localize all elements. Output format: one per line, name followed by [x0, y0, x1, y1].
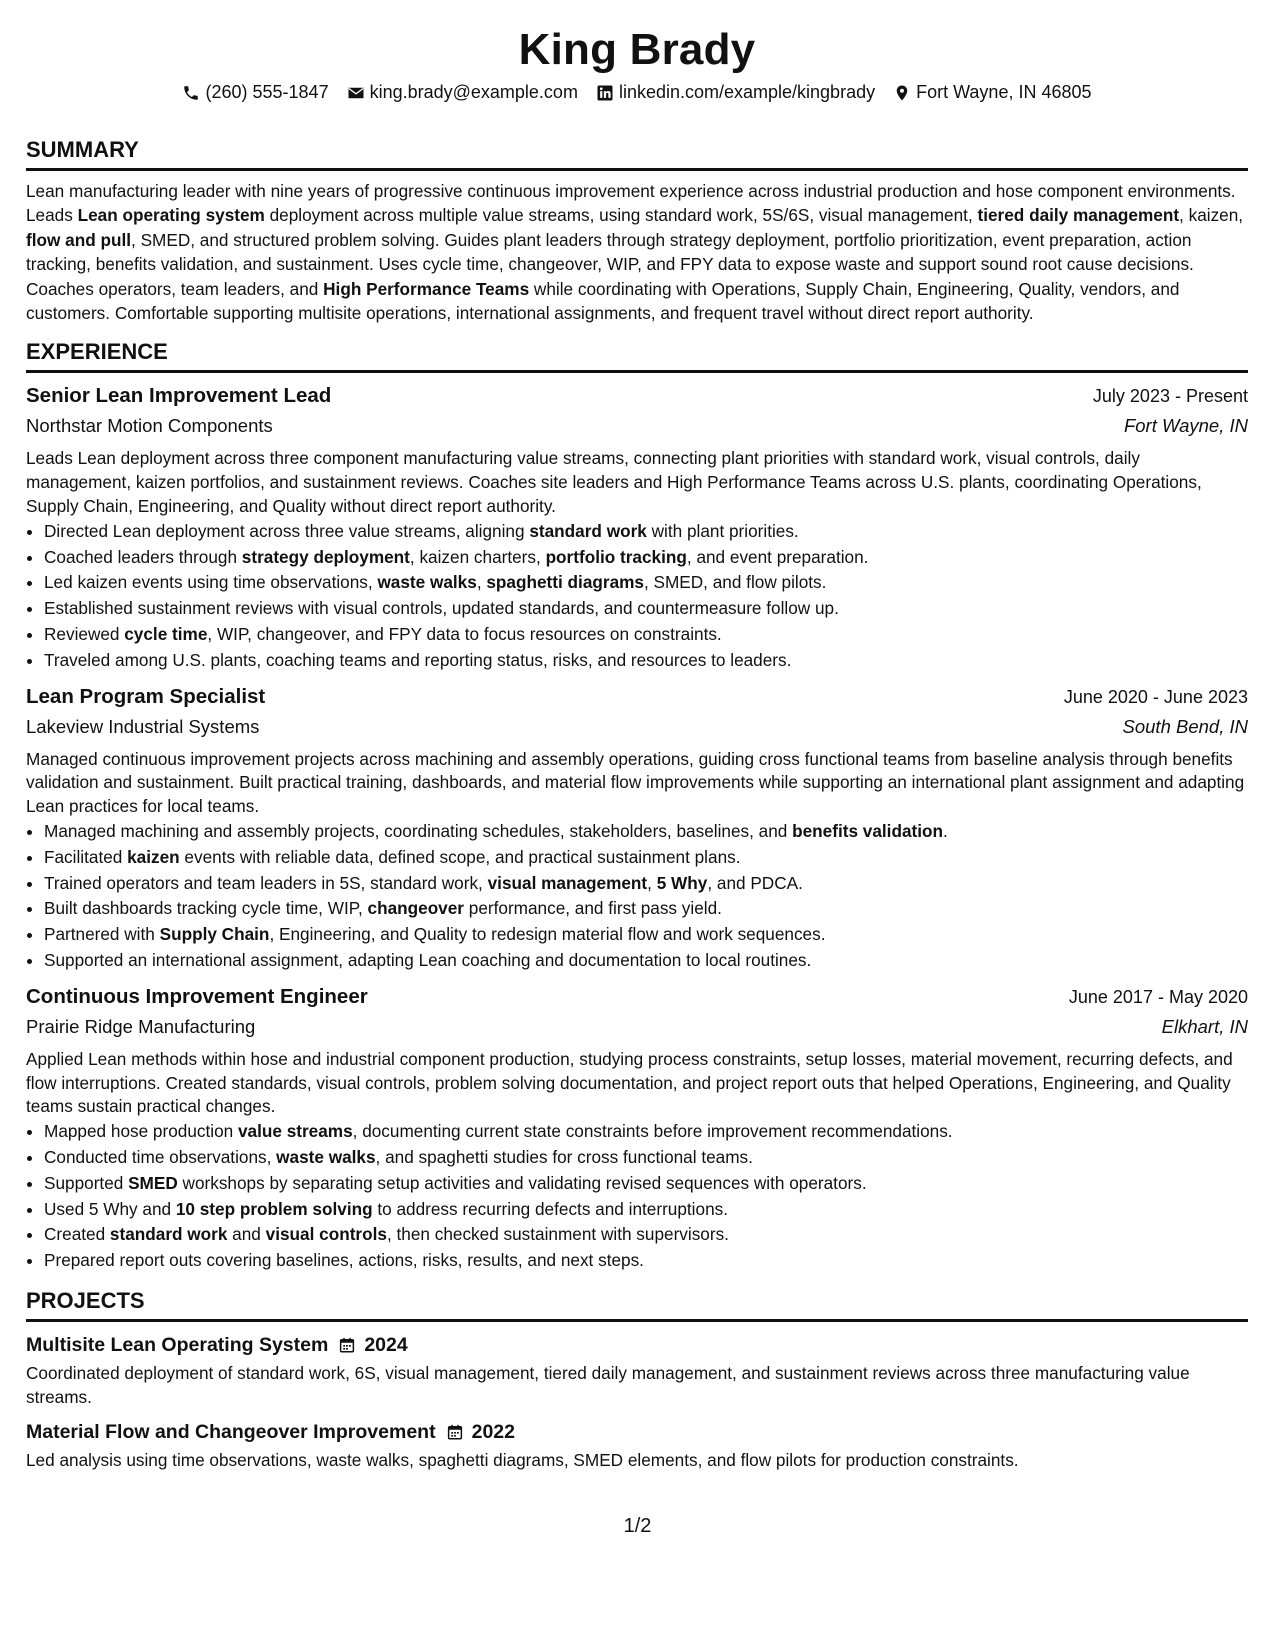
text-run: Mapped hose production	[44, 1121, 238, 1142]
bold-keyword: standard work	[529, 520, 647, 541]
achievement-item	[44, 570, 1248, 596]
job-description: Leads Lean deployment across three component manufacturing value streams, connecting plant priorities with standard work, visual controls, daily management, kaizen portfolios, and sustainment reviews. Coaches site leaders and High Performance Teams across U.S. plants, coordinating Operations, Supply Chain, Engineering, and Quality without direct report authority.	[26, 448, 1202, 517]
job-title: Senior Lean Improvement Lead	[26, 384, 332, 408]
achievement-list	[26, 1119, 1248, 1274]
text-run: , kaizen charters,	[409, 546, 546, 567]
contact-location	[893, 82, 1091, 103]
text-run: to address recurring defects and interruptions.	[372, 1198, 728, 1219]
text-run: , SMED, and flow pilots.	[643, 572, 827, 593]
text-run: , WIP, changeover, and FPY data to focus resources on constraints.	[207, 624, 722, 645]
summary-section	[26, 137, 1248, 325]
job-location: Elkhart, IN	[1161, 1015, 1248, 1037]
text-run: Facilitated	[44, 846, 128, 867]
project-description: Led analysis using time observations, waste walks, spaghetti diagrams, SMED elements, and flow pilots for production constraints.	[26, 1450, 1019, 1471]
summary-heading: SUMMARY	[26, 137, 1248, 171]
text-run: Traveled among U.S. plants, coaching teams and reporting status, risks, and resources to leaders.	[44, 649, 792, 670]
text-run: Coached leaders through	[44, 546, 242, 567]
bold-keyword: benefits validation	[792, 821, 944, 841]
achievement-item	[44, 1222, 1248, 1248]
contact-phone	[182, 82, 328, 103]
projects-section	[26, 1288, 1248, 1473]
achievement-list	[26, 819, 1248, 974]
project-header	[26, 1332, 1248, 1358]
project-year: 2024	[364, 1333, 408, 1356]
calendar-icon	[338, 1336, 356, 1354]
text-run: Directed Lean deployment across three value streams, aligning	[44, 520, 530, 541]
location-text: Fort Wayne, IN 46805	[916, 82, 1092, 102]
project-year: 2022	[471, 1421, 515, 1444]
projects-heading: PROJECTS	[26, 1288, 1248, 1322]
text-run: ,	[647, 872, 657, 893]
text-run: , documenting current state constraints before improvement recommendations.	[352, 1121, 953, 1142]
job-location: Fort Wayne, IN	[1123, 415, 1248, 437]
bold-keyword: changeover	[367, 898, 464, 919]
experience-heading: EXPERIENCE	[26, 339, 1248, 373]
bold-keyword: visual management	[487, 872, 648, 893]
company-name: Lakeview Industrial Systems	[26, 715, 260, 737]
text-run: Prepared report outs covering baselines, actions, risks, results, and next steps.	[44, 1250, 644, 1271]
achievement-item	[44, 648, 1248, 674]
achievement-item	[44, 519, 1248, 545]
job-entry	[26, 381, 1248, 673]
job-title: Continuous Improvement Engineer	[26, 984, 368, 1008]
text-run: , kaizen,	[1179, 205, 1244, 226]
text-run: Created	[44, 1224, 110, 1245]
project-description: Coordinated deployment of standard work, 6S, visual management, tiered daily management, and sustainment reviews across three manufacturing value streams.	[26, 1362, 1190, 1407]
text-run: , and PDCA.	[707, 872, 803, 893]
job-description: Managed continuous improvement projects across machining and assembly operations, guiding cross functional teams from baseline analysis through benefits validation and sustainment. Built practical training, dashboards, and material flow improvements while supporting an international plant assignment and adapting Lean practices for local teams.	[26, 748, 1245, 817]
bold-keyword: 5 Why	[656, 872, 708, 893]
text-run: ,	[476, 572, 487, 593]
achievement-item	[44, 896, 1248, 922]
text-run: Established sustainment reviews with visual controls, updated standards, and countermeasure follow up.	[44, 598, 839, 619]
bold-keyword: Lean operating system	[77, 205, 265, 226]
project-title: Multisite Lean Operating System	[26, 1333, 329, 1356]
calendar-icon	[446, 1423, 464, 1441]
text-run: deployment across multiple value streams, using standard work, 5S/6S, visual management,	[264, 205, 978, 226]
text-run: with plant priorities.	[646, 520, 799, 541]
text-run: Built dashboards tracking cycle time, WIP,	[44, 898, 368, 919]
text-run: Managed machining and assembly projects, coordinating schedules, stakeholders, baselines, and	[44, 821, 793, 841]
text-run: Used 5 Why and	[44, 1198, 176, 1219]
job-company-row	[26, 411, 1248, 441]
bold-keyword: strategy deployment	[241, 546, 410, 567]
phone-icon	[182, 84, 200, 102]
job-company-row	[26, 712, 1248, 742]
text-run: Supported an international assignment, adapting Lean coaching and documentation to local routines.	[44, 949, 812, 970]
achievement-item	[44, 1197, 1248, 1223]
job-description: Applied Lean methods within hose and industrial component production, studying process constraints, setup losses, material movement, recurring defects, and flow interruptions. Created standards, visual controls, problem solving documentation, and project report outs that helped Operations, Engineering, and Quality teams sustain practical changes.	[26, 1048, 1233, 1117]
text-run: Reviewed	[44, 624, 125, 645]
bold-keyword: High Performance Teams	[323, 278, 530, 299]
text-run: , and event preparation.	[686, 546, 869, 567]
achievement-item	[44, 845, 1248, 871]
job-entry	[26, 682, 1248, 974]
bold-keyword: kaizen	[127, 846, 180, 867]
project-year-group	[338, 1332, 407, 1358]
job-header-row	[26, 682, 1248, 712]
email-link[interactable]: king.brady@example.com	[369, 82, 578, 102]
achievement-item	[44, 1171, 1248, 1197]
text-run: Lean manufacturing leader with nine years of progressive continuous improvement experience across industrial production and hose component environments. Leads	[26, 181, 1236, 226]
achievement-item	[44, 1119, 1248, 1145]
map-pin-icon	[893, 84, 911, 102]
text-run: events with reliable data, defined scope, and practical sustainment plans.	[179, 846, 741, 867]
text-run: , SMED, and structured problem solving. Guides plant leaders through strategy deployment, portfolio prioritization, event preparation, action tracking, benefits validation, and sustainment. Uses cycle time, changeover, WIP, and FPY data to expose waste and support sound root cause decisions. Coaches operators, team leaders, and	[26, 229, 1194, 299]
bold-keyword: portfolio tracking	[545, 546, 687, 567]
summary-text	[26, 179, 1248, 325]
project-list	[26, 1332, 1248, 1473]
achievement-item	[44, 922, 1248, 948]
project-entry	[26, 1419, 1248, 1473]
page-number: 1/2	[623, 1515, 652, 1537]
bold-keyword: cycle time	[124, 624, 208, 645]
contact-bar	[26, 82, 1248, 103]
project-entry	[26, 1332, 1248, 1409]
candidate-name: King Brady	[518, 25, 756, 74]
job-dates: June 2020 - June 2023	[1063, 686, 1248, 707]
text-run: , then checked sustainment with supervisors.	[386, 1224, 729, 1245]
job-entry	[26, 982, 1248, 1274]
job-dates: June 2017 - May 2020	[1068, 986, 1248, 1007]
text-run: Trained operators and team leaders in 5S, standard work,	[44, 872, 488, 893]
contact-email[interactable]	[347, 82, 578, 103]
achievement-item	[44, 819, 1248, 845]
text-run: Led kaizen events using time observations,	[44, 572, 378, 593]
achievement-item	[44, 871, 1248, 897]
company-name: Prairie Ridge Manufacturing	[26, 1015, 256, 1037]
bold-keyword: standard work	[109, 1224, 228, 1245]
achievement-item	[44, 596, 1248, 622]
company-name: Northstar Motion Components	[26, 415, 273, 437]
text-run: and	[227, 1224, 266, 1245]
achievement-list	[26, 519, 1248, 674]
bold-keyword: tiered daily management	[977, 205, 1180, 226]
job-company-row	[26, 1012, 1248, 1042]
achievement-item	[44, 545, 1248, 571]
bold-keyword: waste walks	[276, 1146, 376, 1167]
bold-keyword: value streams	[237, 1121, 353, 1142]
bold-keyword: 10 step problem solving	[175, 1198, 373, 1219]
job-header-row	[26, 381, 1248, 411]
bold-keyword: waste walks	[377, 572, 477, 593]
achievement-item	[44, 1248, 1248, 1274]
bold-keyword: flow and pull	[26, 229, 132, 250]
text-run: workshops by separating setup activities and validating revised sequences with operators.	[177, 1172, 867, 1193]
bold-keyword: spaghetti diagrams	[486, 572, 644, 593]
text-run: , and spaghetti studies for cross functional teams.	[375, 1146, 753, 1167]
achievement-item	[44, 1145, 1248, 1171]
text-run: performance, and first pass yield.	[464, 898, 722, 919]
job-list	[26, 381, 1248, 1274]
project-header	[26, 1419, 1248, 1445]
job-title: Lean Program Specialist	[26, 684, 266, 708]
project-title: Material Flow and Changeover Improvement	[26, 1421, 436, 1444]
envelope-icon	[347, 84, 365, 102]
contact-linkedin[interactable]	[596, 82, 875, 103]
text-run: Conducted time observations,	[44, 1146, 277, 1167]
bold-keyword: SMED	[128, 1172, 178, 1193]
bold-keyword: Supply Chain	[159, 924, 270, 945]
text-run: .	[943, 821, 948, 841]
text-run: Supported	[44, 1172, 129, 1193]
text-run: while coordinating with Operations, Supply Chain, Engineering, Quality, vendors, and customers. Comfortable supporting multisite operations, international assignments, and frequent travel without direct report authority.	[26, 278, 1180, 324]
experience-section	[26, 339, 1248, 1274]
bold-keyword: visual controls	[265, 1224, 387, 1245]
text-run: , Engineering, and Quality to redesign material flow and work sequences.	[269, 924, 826, 945]
job-dates: July 2023 - Present	[1092, 386, 1248, 407]
phone-text: (260) 555-1847	[205, 82, 329, 102]
job-location: South Bend, IN	[1122, 715, 1248, 737]
project-year-group	[446, 1419, 515, 1445]
linkedin-link[interactable]: linkedin.com/example/kingbrady	[618, 82, 876, 102]
job-header-row	[26, 982, 1248, 1012]
resume-page	[26, 0, 1248, 1473]
achievement-item	[44, 622, 1248, 648]
achievement-item	[44, 948, 1248, 974]
linkedin-icon	[596, 84, 614, 102]
text-run: Partnered with	[44, 924, 160, 945]
